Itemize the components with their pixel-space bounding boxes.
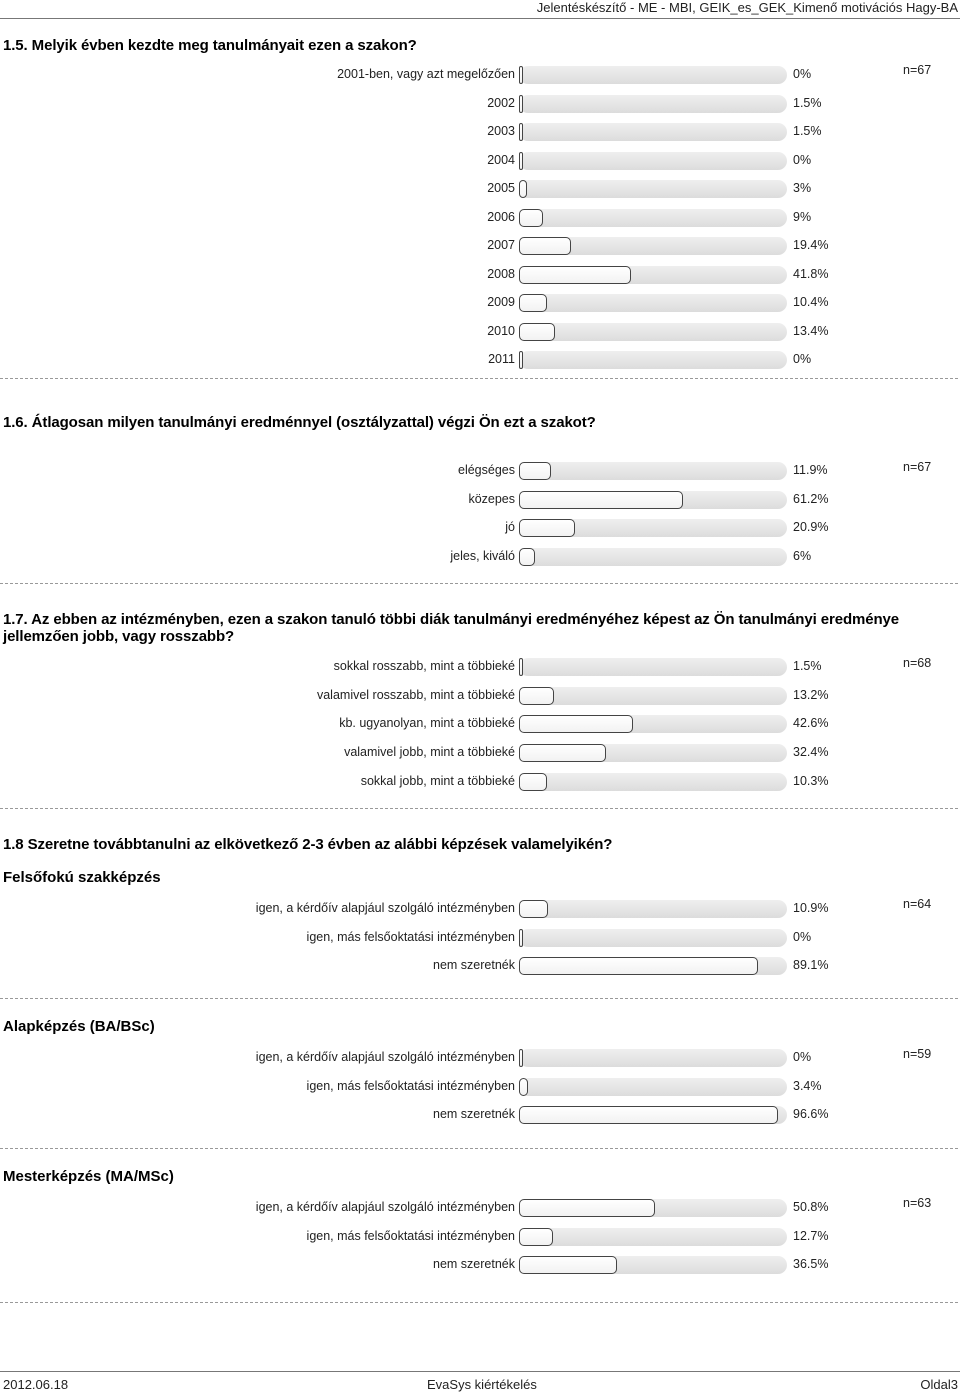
answer-percent: 3% bbox=[793, 181, 812, 195]
bar-fill bbox=[519, 519, 575, 537]
answer-label: 2005 bbox=[487, 181, 515, 195]
answer-label: 2009 bbox=[487, 295, 515, 309]
bar-track bbox=[519, 744, 787, 762]
answer-row bbox=[0, 322, 960, 344]
answer-label: 2008 bbox=[487, 266, 515, 281]
answer-percent: 50.8% bbox=[793, 1200, 829, 1214]
answer-percent: 3.4% bbox=[793, 1078, 822, 1093]
answer-row bbox=[0, 461, 960, 483]
answer-label: 2003 bbox=[487, 124, 515, 138]
answer-label: igen, más felsőoktatási intézményben bbox=[306, 929, 515, 944]
subtitle-felsofoku: Felsőfokú szakképzés bbox=[3, 869, 161, 886]
answer-row bbox=[0, 714, 960, 736]
answer-label: nem szeretnék bbox=[433, 1107, 515, 1121]
answer-label: jeles, kiváló bbox=[450, 549, 515, 564]
answer-percent: 0% bbox=[793, 152, 812, 167]
sample-size: n=59 bbox=[903, 1047, 932, 1061]
answer-label: sokkal rosszabb, mint a többieké bbox=[333, 659, 515, 673]
bar-track bbox=[519, 152, 787, 170]
answer-label: 2010 bbox=[487, 323, 515, 338]
bar-fill bbox=[519, 1199, 655, 1217]
answer-label: 2004 bbox=[487, 152, 515, 167]
answer-label: nem szeretnék bbox=[433, 958, 515, 972]
answer-label: 2001-ben, vagy azt megelőzően bbox=[337, 67, 515, 81]
bar-track bbox=[519, 929, 787, 947]
answer-percent: 0% bbox=[793, 352, 812, 366]
answer-percent: 13.4% bbox=[793, 323, 829, 338]
bar-track bbox=[519, 1256, 787, 1274]
bar-fill bbox=[519, 123, 523, 141]
bar-track bbox=[519, 123, 787, 141]
bar-track bbox=[519, 715, 787, 733]
bar-track bbox=[519, 1199, 787, 1217]
bar-track bbox=[519, 95, 787, 113]
sample-size: n=67 bbox=[903, 63, 932, 77]
section-separator bbox=[0, 378, 958, 379]
section-separator bbox=[0, 808, 958, 809]
answer-percent: 41.8% bbox=[793, 266, 829, 281]
bar-track bbox=[519, 294, 787, 312]
bar-fill bbox=[519, 1256, 617, 1274]
bar-fill bbox=[519, 744, 606, 762]
bar-track bbox=[519, 687, 787, 705]
subtitle-mesterkepzes: Mesterképzés (MA/MSc) bbox=[3, 1168, 174, 1185]
answer-percent: 6% bbox=[793, 549, 812, 564]
answer-percent: 0% bbox=[793, 1050, 812, 1064]
answer-row bbox=[0, 928, 960, 950]
answer-label: 2006 bbox=[487, 209, 515, 224]
bar-track bbox=[519, 1106, 787, 1124]
answer-percent: 61.2% bbox=[793, 491, 829, 506]
answer-label: 2002 bbox=[487, 95, 515, 110]
bar-track bbox=[519, 462, 787, 480]
answer-percent: 96.6% bbox=[793, 1107, 829, 1121]
bar-fill bbox=[519, 237, 571, 255]
bar-fill bbox=[519, 266, 631, 284]
sample-size: n=67 bbox=[903, 460, 932, 474]
bar-track bbox=[519, 957, 787, 975]
answer-label: 2011 bbox=[488, 352, 515, 366]
section-separator bbox=[0, 1148, 958, 1149]
section-separator bbox=[0, 1302, 958, 1303]
section-separator bbox=[0, 583, 958, 584]
bar-fill bbox=[519, 929, 523, 947]
answer-percent: 89.1% bbox=[793, 958, 829, 972]
bar-fill bbox=[519, 658, 523, 676]
answer-row bbox=[0, 236, 960, 258]
answer-row bbox=[0, 350, 960, 372]
answer-row bbox=[0, 94, 960, 116]
question-title-1-7: 1.7. Az ebben az intézményben, ezen a szakon tanuló többi diák tanulmányi eredményéhez képest az Ön tanulmányi eredménye jellemzően jobb, vagy rosszabb? bbox=[3, 611, 900, 645]
answer-row bbox=[0, 208, 960, 230]
answer-row bbox=[0, 657, 960, 679]
bar-fill bbox=[519, 462, 551, 480]
answer-percent: 36.5% bbox=[793, 1257, 829, 1271]
answer-row bbox=[0, 899, 960, 921]
answer-percent: 1.5% bbox=[793, 95, 822, 110]
answer-percent: 11.9% bbox=[793, 463, 828, 477]
sample-size: n=68 bbox=[903, 656, 932, 670]
bar-fill bbox=[519, 715, 633, 733]
answer-row bbox=[0, 1255, 960, 1277]
bar-track bbox=[519, 1049, 787, 1067]
bar-fill bbox=[519, 1228, 553, 1246]
bar-track bbox=[519, 237, 787, 255]
answer-row bbox=[0, 65, 960, 87]
answer-percent: 20.9% bbox=[793, 520, 829, 535]
bar-fill bbox=[519, 957, 758, 975]
answer-percent: 1.5% bbox=[793, 124, 822, 138]
bar-fill bbox=[519, 900, 548, 918]
bar-fill bbox=[519, 180, 527, 198]
bar-track bbox=[519, 266, 787, 284]
answer-label: 2007 bbox=[487, 238, 515, 252]
bar-track bbox=[519, 519, 787, 537]
answer-row bbox=[0, 151, 960, 173]
bar-track bbox=[519, 323, 787, 341]
bar-track bbox=[519, 900, 787, 918]
answer-row bbox=[0, 686, 960, 708]
answer-percent: 10.3% bbox=[793, 773, 829, 788]
answer-row bbox=[0, 1048, 960, 1070]
bar-fill bbox=[519, 66, 523, 84]
bar-fill bbox=[519, 294, 547, 312]
header-divider bbox=[0, 18, 960, 19]
answer-row bbox=[0, 547, 960, 569]
answer-label: valamivel rosszabb, mint a többieké bbox=[316, 687, 515, 702]
answer-percent: 10.9% bbox=[793, 901, 829, 915]
bar-fill bbox=[519, 95, 523, 113]
answer-label: sokkal jobb, mint a többieké bbox=[360, 773, 515, 788]
answer-row bbox=[0, 1105, 960, 1127]
footer-center: EvaSys kiértékelés bbox=[427, 1377, 537, 1392]
footer-divider bbox=[0, 1371, 960, 1372]
sample-size: n=64 bbox=[903, 897, 932, 911]
answer-percent: 32.4% bbox=[793, 745, 829, 760]
answer-percent: 0% bbox=[793, 929, 812, 944]
footer-date: 2012.06.18 bbox=[3, 1377, 69, 1392]
footer-page: Oldal3 bbox=[920, 1377, 958, 1392]
answer-percent: 1.5% bbox=[793, 659, 822, 673]
bar-track bbox=[519, 658, 787, 676]
answer-percent: 13.2% bbox=[793, 687, 829, 702]
question-title-1-5: 1.5. Melyik évben kezdte meg tanulmányait ezen a szakon? bbox=[3, 37, 417, 54]
bar-track bbox=[519, 66, 787, 84]
answer-label: igen, a kérdőív alapjául szolgáló intézményben bbox=[255, 901, 515, 915]
bar-track bbox=[519, 1228, 787, 1246]
answer-label: igen, más felsőoktatási intézményben bbox=[306, 1228, 515, 1243]
bar-track bbox=[519, 180, 787, 198]
answer-row bbox=[0, 772, 960, 794]
answer-row bbox=[0, 179, 960, 201]
answer-row bbox=[0, 743, 960, 765]
bar-fill bbox=[519, 323, 555, 341]
answer-percent: 42.6% bbox=[793, 716, 829, 731]
bar-fill bbox=[519, 548, 535, 566]
answer-percent: 12.7% bbox=[793, 1228, 829, 1243]
question-title-1-6: 1.6. Átlagosan milyen tanulmányi eredménnyel (osztályzattal) végzi Ön ezt a szakot? bbox=[3, 414, 596, 431]
bar-fill bbox=[519, 209, 543, 227]
bar-fill bbox=[519, 1106, 778, 1124]
report-header-title: Jelentéskészítő - ME - MBI, GEIK_es_GEK_Kimenő motivációs Hagy-BA bbox=[536, 0, 958, 15]
section-separator bbox=[0, 998, 958, 999]
answer-row bbox=[0, 956, 960, 978]
answer-row bbox=[0, 1227, 960, 1249]
answer-label: kb. ugyanolyan, mint a többieké bbox=[339, 716, 515, 731]
answer-label: igen, a kérdőív alapjául szolgáló intézményben bbox=[255, 1200, 515, 1214]
answer-row bbox=[0, 1077, 960, 1099]
answer-row bbox=[0, 1198, 960, 1220]
bar-fill bbox=[519, 152, 523, 170]
answer-row bbox=[0, 293, 960, 315]
bar-fill bbox=[519, 351, 523, 369]
answer-percent: 19.4% bbox=[793, 238, 829, 252]
bar-fill bbox=[519, 491, 683, 509]
bar-track bbox=[519, 351, 787, 369]
answer-label: igen, a kérdőív alapjául szolgáló intézményben bbox=[255, 1050, 515, 1064]
bar-track bbox=[519, 491, 787, 509]
answer-percent: 10.4% bbox=[793, 295, 829, 309]
answer-label: elégséges bbox=[458, 463, 515, 477]
answer-percent: 0% bbox=[793, 67, 812, 81]
bar-fill bbox=[519, 687, 554, 705]
answer-label: valamivel jobb, mint a többieké bbox=[344, 745, 515, 760]
answer-row bbox=[0, 490, 960, 512]
answer-label: közepes bbox=[468, 491, 515, 506]
answer-row bbox=[0, 122, 960, 144]
bar-fill bbox=[519, 1049, 523, 1067]
question-title-1-8: 1.8 Szeretne továbbtanulni az elkövetkező 2-3 évben az alábbi képzések valamelyikén? bbox=[3, 836, 613, 853]
answer-percent: 9% bbox=[793, 209, 812, 224]
bar-track bbox=[519, 209, 787, 227]
answer-label: jó bbox=[505, 520, 515, 535]
answer-label: igen, más felsőoktatási intézményben bbox=[306, 1078, 515, 1093]
bar-track bbox=[519, 773, 787, 791]
bar-fill bbox=[519, 773, 547, 791]
answer-row bbox=[0, 265, 960, 287]
sample-size: n=63 bbox=[903, 1196, 932, 1210]
answer-label: nem szeretnék bbox=[433, 1257, 515, 1271]
bar-track bbox=[519, 1078, 787, 1096]
bar-fill bbox=[519, 1078, 528, 1096]
subtitle-alapkepzes: Alapképzés (BA/BSc) bbox=[3, 1018, 155, 1035]
answer-row bbox=[0, 518, 960, 540]
bar-track bbox=[519, 548, 787, 566]
